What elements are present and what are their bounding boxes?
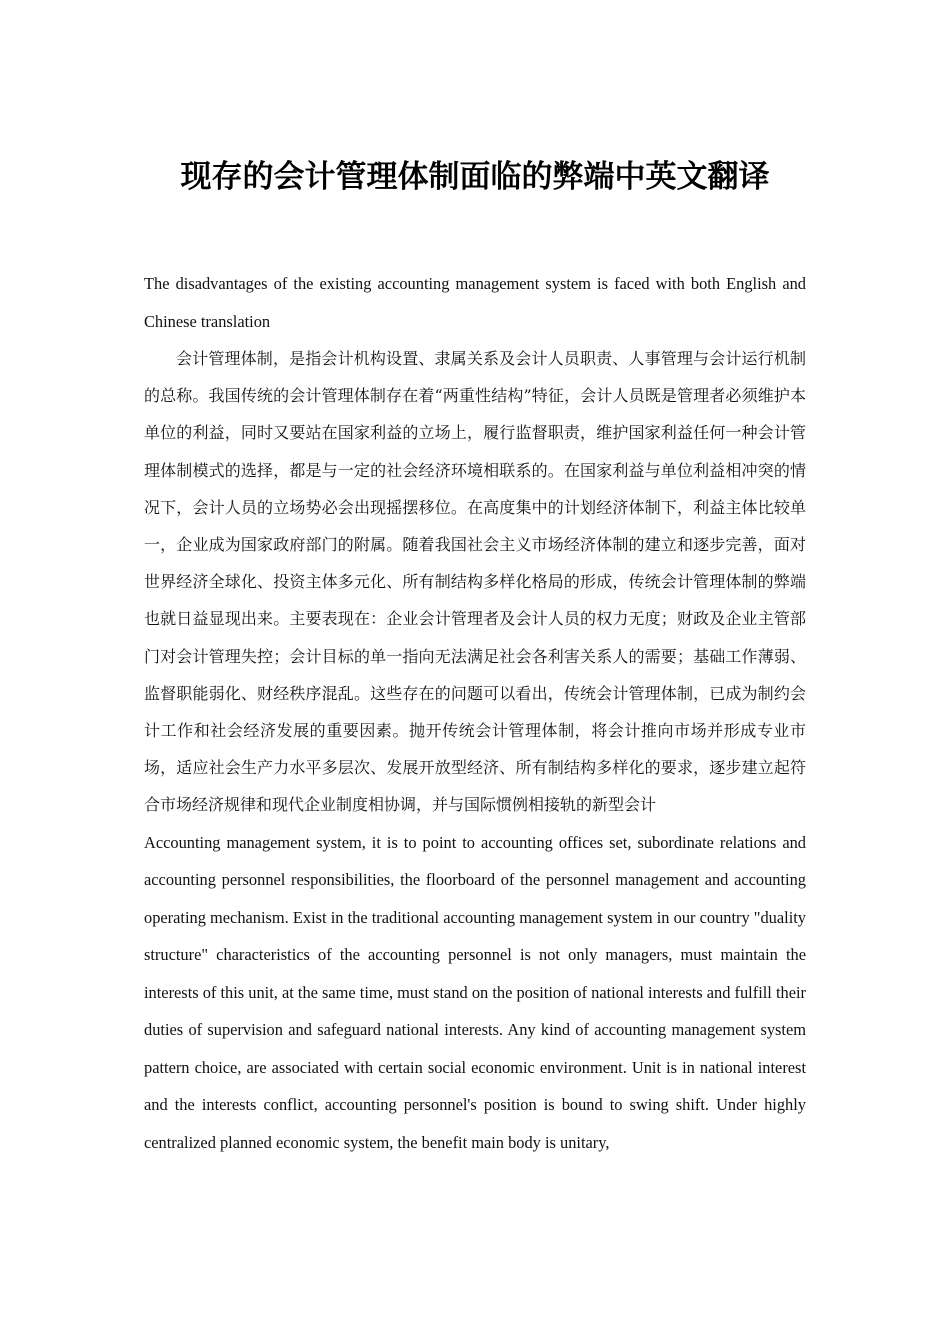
english-subtitle: The disadvantages of the existing accounting management system is faced with both English and Chinese translation xyxy=(144,274,806,331)
document-body xyxy=(144,265,806,1161)
document-title: 现存的会计管理体制面临的弊端中英文翻译 xyxy=(180,159,770,195)
chinese-paragraph: 会计管理体制，是指会计机构设置、隶属关系及会计人员职责、人事管理与会计运行机制的总称。我国传统的会计管理体制存在着“两重性结构”特征，会计人员既是管理者必须维护本单位的利益，同时又要站在国家利益的立场上，履行监督职责，维护国家利益任何一种会计管理体制模式的选择，都是与一定的社会经济环境相联系的。在国家利益与单位利益相冲突的情况下，会计人员的立场势必会出现摇摆移位。在高度集中的计划经济体制下，利益主体比较单一，企业成为国家政府部门的附属。随着我国社会主义市场经济体制的建立和逐步完善，面对世界经济全球化、投资主体多元化、所有制结构多样化格局的形成，传统会计管理体制的弊端也就日益显现出来。主要表现在：企业会计管理者及会计人员的权力无度；财政及企业主管部门对会计管理失控；会计目标的单一指向无法满足社会各利害关系人的需要；基础工作薄弱、监督职能弱化、财经秩序混乱。这些存在的问题可以看出，传统会计管理体制，已成为制约会计工作和社会经济发展的重要因素。抛开传统会计管理体制，将会计推向市场并形成专业市场，适应社会生产力水平多层次、发展开放型经济、所有制结构多样化的要求，逐步建立起符合市场经济规律和现代企业制度相协调，并与国际惯例相接轨的新型会计 xyxy=(144,349,806,815)
english-paragraph: Accounting management system, it is to point to accounting offices set, subordinate relations and accounting personnel responsibilities, the floorboard of the personnel management and accounting operating mechanism. Exist in the traditional accounting management system in our country "duality structure" characteristics of the accounting personnel is not only managers, must maintain the interests of this unit, at the same time, must stand on the position of national interests and fulfill their duties of supervision and safeguard national interests. Any kind of accounting management system pattern choice, are associated with certain social economic environment. Unit is in national interest and the interests conflict, accounting personnel's position is bound to swing shift. Under highly centralized planned economic system, the benefit main body is unitary, xyxy=(144,832,806,1152)
